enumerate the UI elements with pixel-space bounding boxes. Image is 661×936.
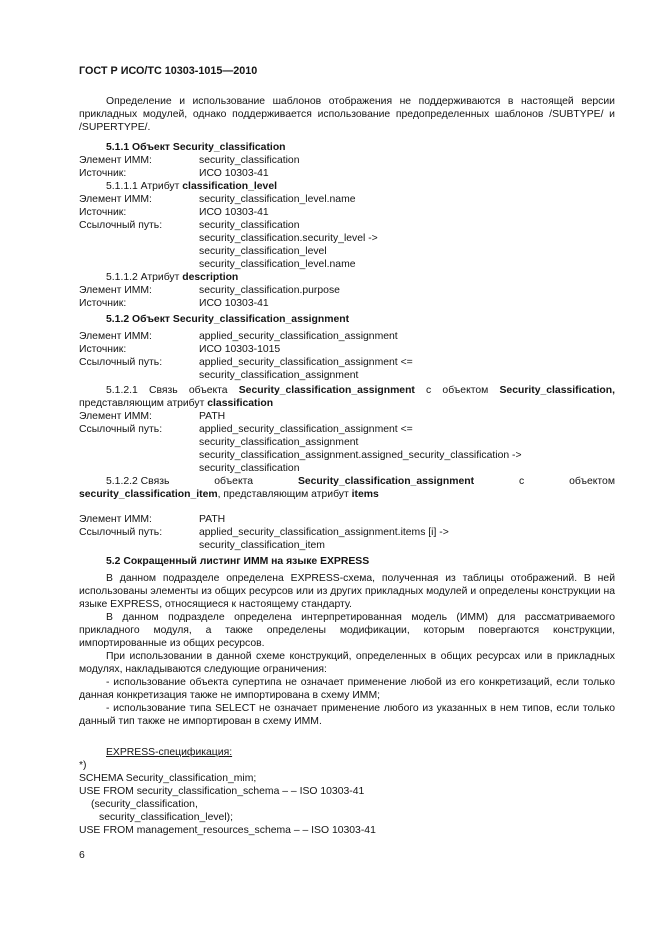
path-line: applied_security_classification_assignment <=: [199, 424, 413, 435]
row-value: [199, 219, 615, 271]
relation-attribute: items: [351, 489, 379, 500]
list-item: - использование типа SELECT не означает применение любого из указанных в нем типов, если только данный тип также не импортирован в схему ИММ.: [79, 703, 615, 727]
relation-text: с: [518, 476, 525, 487]
paragraph: При использовании в данной схеме конструкций, определенных в общих ресурсах или в прикладных модулях, накладываются следующие ограничения:: [79, 651, 615, 675]
row-key: Элемент ИММ:: [79, 514, 152, 525]
relation-text: , представляющим атрибут: [217, 489, 352, 500]
row-key: Источник:: [79, 344, 127, 355]
row-key: Элемент ИММ:: [79, 411, 152, 422]
row-key: Элемент ИММ:: [79, 285, 152, 296]
path-line: security_classification_assignment: [199, 437, 359, 448]
relation-text: представляющим атрибут: [79, 398, 208, 409]
relation-entity: Security_classification_assignment: [238, 385, 415, 396]
row-key: Ссылочный путь:: [79, 424, 163, 435]
intro-paragraph: Определение и использование шаблонов отображения не поддерживаются в настоящей версии прикладных модулей, однако поддерживается использование предопределенных шаблонов /SUBTYPE/ и /SUPERTYPE/.: [79, 96, 615, 133]
row-value: applied_security_classification_assignment: [199, 331, 398, 342]
list-item: - использование объекта супертипа не означает применение любой из его конкретизаций, если только данная конкретизация также не импортирована в схему ИММ;: [79, 677, 615, 701]
row-key: Источник:: [79, 298, 127, 309]
mapping-row: [79, 167, 615, 180]
row-value: ИСО 10303-1015: [199, 344, 281, 355]
mapping-row: [79, 193, 615, 206]
row-value: PATH: [199, 514, 226, 525]
code-line: *): [79, 760, 87, 771]
mapping-row: [79, 513, 615, 526]
row-value: security_classification: [199, 155, 300, 166]
attribute-number: 5.1.1.1 Атрибут: [106, 181, 183, 192]
path-line: security_classification_item: [199, 540, 325, 551]
row-value: [199, 356, 615, 382]
relation-number: 5.1.2.1 Связь объекта: [106, 385, 239, 396]
express-spec-label: EXPRESS-спецификация:: [106, 747, 233, 758]
row-value: ИСО 10303-41: [199, 168, 269, 179]
relation-attribute: classification: [207, 398, 274, 409]
document-body: [79, 95, 615, 837]
code-line: security_classification_level);: [99, 812, 233, 823]
mapping-row: [79, 330, 615, 343]
relation-target: security_classification_item: [79, 489, 218, 500]
code-listing: [79, 759, 615, 837]
mapping-row: [79, 154, 615, 167]
relation-number: 5.1.2.2 Связь: [106, 476, 170, 487]
page-number: 6: [79, 850, 85, 861]
attribute-heading: [79, 180, 615, 193]
row-key: Источник:: [79, 168, 127, 179]
row-value: security_classification.purpose: [199, 285, 340, 296]
mapping-row: [79, 343, 615, 356]
attribute-number: 5.1.1.2 Атрибут: [106, 272, 183, 283]
row-value: [199, 423, 615, 475]
row-value: [199, 526, 615, 552]
row-key: Элемент ИММ:: [79, 194, 152, 205]
row-key: Источник:: [79, 207, 127, 218]
section-5-1-2-heading: 5.1.2 Объект Security_classification_assignment: [106, 314, 350, 325]
mapping-row: [79, 297, 615, 310]
code-line: USE FROM management_resources_schema – – ISO 10303-41: [79, 825, 376, 836]
section-5-2-heading: 5.2 Сокращенный листинг ИММ на языке EXPRESS: [106, 556, 370, 567]
mapping-row: [79, 410, 615, 423]
path-line: security_classification_assignment.assigned_security_classification ->: [199, 450, 522, 461]
paragraph: В данном подразделе определена EXPRESS-схема, полученная из таблицы отображений. В ней использованы элементы из общих ресурсов или из других прикладных модулей и определены конструкции на языке EXPRESS, относящиеся к настоящему стандарту.: [79, 573, 615, 610]
mapping-row: [79, 423, 615, 475]
path-line: security_classification.security_level ->: [199, 233, 378, 244]
mapping-row: [79, 526, 615, 552]
path-line: applied_security_classification_assignment.items [i] ->: [199, 527, 449, 538]
path-line: security_classification: [199, 220, 300, 231]
relation-text: объектом: [569, 476, 615, 487]
row-key: Ссылочный путь:: [79, 527, 163, 538]
row-value: security_classification_level.name: [199, 194, 356, 205]
row-key: Ссылочный путь:: [79, 220, 163, 231]
attribute-heading: [79, 271, 615, 284]
relation-target: Security_classification,: [499, 385, 615, 396]
mapping-row: [79, 206, 615, 219]
row-key: Ссылочный путь:: [79, 357, 163, 368]
mapping-row: [79, 284, 615, 297]
mapping-row: [79, 219, 615, 271]
row-key: Элемент ИММ:: [79, 331, 152, 342]
path-line: security_classification_assignment: [199, 370, 359, 381]
row-key: Элемент ИММ:: [79, 155, 152, 166]
relation-entity: Security_classification_assignment: [297, 476, 475, 487]
path-line: security_classification: [199, 463, 300, 474]
path-line: security_classification_level: [199, 246, 327, 257]
paragraph: В данном подразделе определена интерпретированная модель (ИММ) для рассматриваемого прикладного модуля, а также определены модификации, которым повергаются конструкции, импортированные из общих ресурсов.: [79, 612, 615, 649]
relation-text: с объектом: [414, 385, 500, 396]
path-line: applied_security_classification_assignment <=: [199, 357, 413, 368]
attribute-name: classification_level: [182, 181, 278, 192]
row-value: PATH: [199, 411, 226, 422]
code-line: SCHEMA Security_classification_mim;: [79, 773, 257, 784]
row-value: ИСО 10303-41: [199, 298, 269, 309]
relation-heading-cont: [79, 488, 615, 501]
relation-heading: [79, 384, 615, 410]
section-5-1-1-heading: 5.1.1 Объект Security_classification: [106, 142, 286, 153]
relation-heading: [79, 475, 615, 488]
row-value: ИСО 10303-41: [199, 207, 269, 218]
relation-text: объекта: [214, 476, 254, 487]
attribute-name: description: [182, 272, 239, 283]
path-line: security_classification_level.name: [199, 259, 356, 270]
document-header: ГОСТ Р ИСО/ТС 10303-1015—2010: [79, 65, 258, 77]
mapping-row: [79, 356, 615, 382]
code-line: USE FROM security_classification_schema – – ISO 10303-41: [79, 786, 365, 797]
code-line: (security_classification,: [91, 799, 198, 810]
